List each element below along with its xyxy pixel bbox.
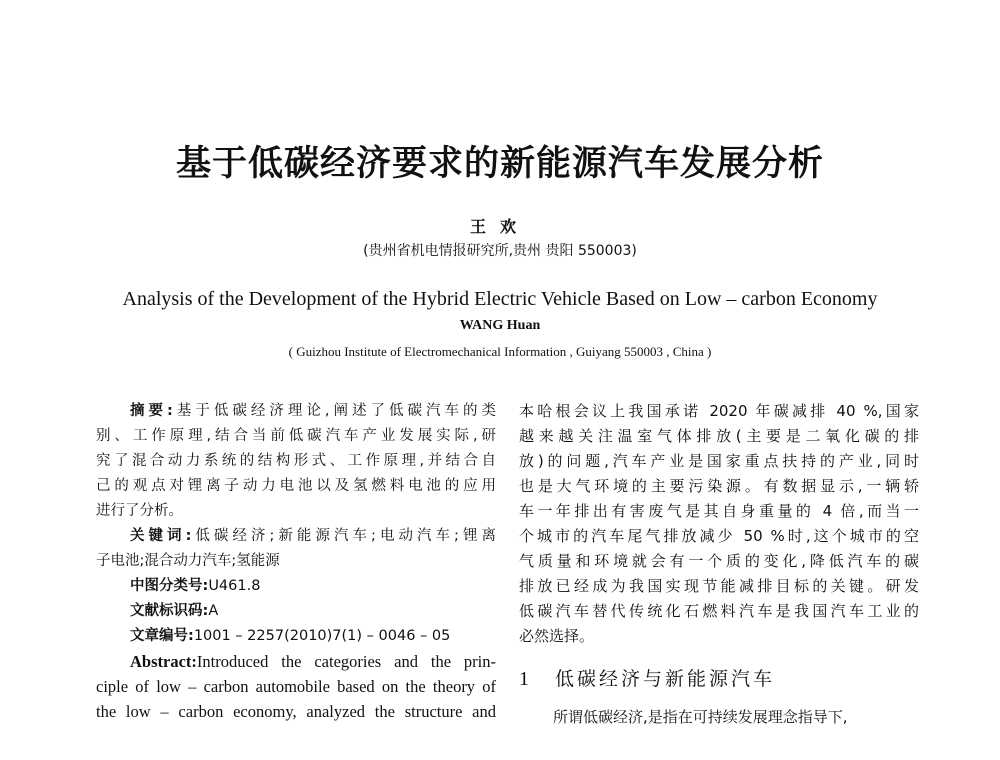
doc-code-line [96, 599, 496, 624]
abstract-en-label: Abstract: [130, 652, 197, 671]
right-column [519, 399, 919, 730]
author-name-cn: 王欢 [469, 217, 530, 236]
article-no-line [96, 624, 496, 649]
clc-label: 中图分类号: [130, 578, 209, 594]
abstract-cn-line [96, 399, 496, 424]
doc-code-label: 文献标识码: [130, 603, 209, 619]
keywords-line [96, 524, 496, 549]
author-name-en: WANG Huan [459, 318, 541, 333]
body-line: 也是大气环境的主要污染源。有数据显示,一辆轿 [519, 477, 919, 495]
keywords-text: 低碳经济;新能源汽车;电动汽车;锂离 [191, 528, 496, 544]
paper-title-en: Analysis of the Development of the Hybrid Electric Vehicle Based on Low – carbon Economy [122, 288, 878, 310]
affiliation-cn: (贵州省机电情报研究所,贵州 贵阳 550003) [363, 243, 637, 259]
affiliation-en: ( Guizhou Institute of Electromechanical Information , Guiyang 550003 , China ) [288, 344, 712, 359]
body-line: 越来越关注温室气体排放(主要是二氧化碳的排 [519, 427, 919, 445]
abstract-cn-text: 基于低碳经济理论,阐述了低碳汽车的类 [172, 403, 496, 419]
article-no-label: 文章编号: [130, 628, 194, 644]
clc-line [96, 574, 496, 599]
abstract-en-line [96, 649, 496, 674]
body-line: 个城市的汽车尾气排放减少 50 %时,这个城市的空 [519, 527, 919, 545]
body-line: 必然选择。 [519, 627, 595, 645]
abstract-cn-line: 别、工作原理,结合当前低碳汽车产业发展实际,研 [96, 428, 496, 444]
keywords-label: 关键词: [130, 528, 192, 544]
keywords-line: 子电池;混合动力汽车;氢能源 [96, 553, 280, 569]
abstract-en-text: Introduced the categories and the prin- [196, 652, 496, 671]
body-line: 低碳汽车替代传统化石燃料汽车是我国汽车工业的 [519, 602, 919, 620]
section-body-line: 所谓低碳经济,是指在可持续发展理念指导下, [553, 708, 848, 726]
abstract-cn-label: 摘要: [130, 403, 173, 419]
abstract-cn-line: 进行了分析。 [96, 503, 183, 519]
section-title: 低碳经济与新能源汽车 [555, 668, 776, 690]
body-line: 气质量和环境就会有一个质的变化,降低汽车的碳 [519, 552, 919, 570]
abstract-en-line: ciple of low – carbon automobile based on the theory of [96, 677, 496, 696]
body-line: 放)的问题,汽车产业是国家重点扶持的产业,同时 [519, 452, 919, 470]
section-number: 1 [519, 668, 529, 690]
clc-value: U461.8 [208, 578, 261, 594]
section-heading [519, 665, 919, 693]
abstract-cn-line: 己的观点对锂离子动力电池以及氢燃料电池的应用 [96, 478, 496, 494]
body-line: 排放已经成为我国实现节能减排目标的关键。研发 [519, 577, 919, 595]
article-no-value: 1001 – 2257(2010)7(1) – 0046 – 05 [193, 628, 451, 644]
body-line: 本哈根会议上我国承诺 2020 年碳减排 40 %,国家 [519, 402, 919, 420]
body-line: 车一年排出有害废气是其自身重量的 4 倍,而当一 [519, 502, 919, 520]
paper-title-cn: 基于低碳经济要求的新能源汽车发展分析 [175, 144, 824, 184]
abstract-en-line: the low – carbon economy, analyzed the structure and [96, 702, 496, 721]
doc-code-value: A [208, 603, 219, 619]
abstract-cn-line: 究了混合动力系统的结构形式、工作原理,并结合自 [96, 453, 496, 469]
left-column [96, 399, 496, 724]
